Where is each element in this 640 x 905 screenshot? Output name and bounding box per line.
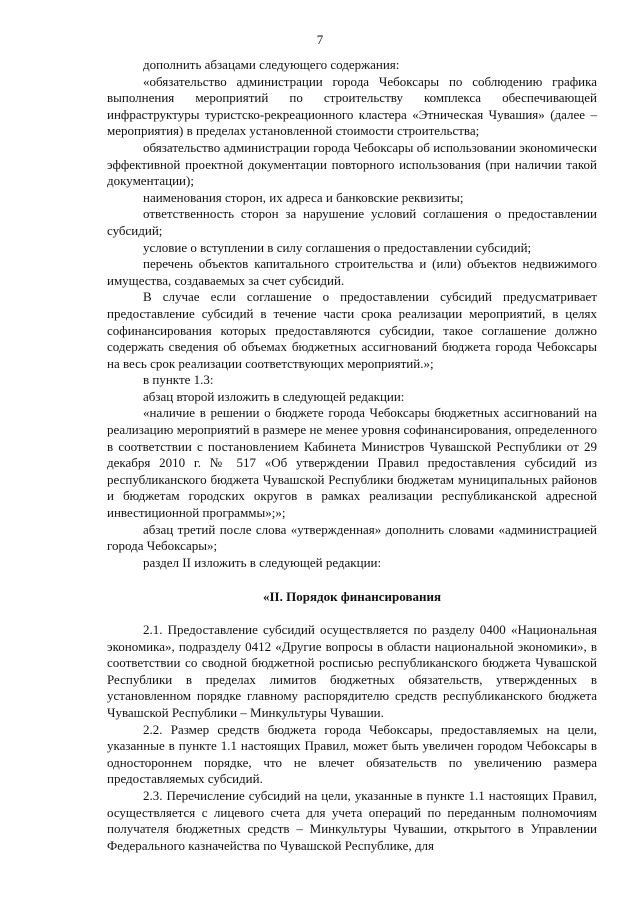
page-number: 7	[316, 32, 324, 47]
paragraph: ответственность сторон за нарушение условий соглашения о предоставлении субсидий;	[107, 206, 597, 238]
section-heading: «II. Порядок финансирования	[263, 589, 441, 605]
paragraph: 2.1. Предоставление субсидий осуществляется по разделу 0400 «Национальная экономика», подразделу 0412 «Другие вопросы в области национальной экономики», в соответствии со сводной бюджетной росписью республиканского бюджета Чувашской Республики в пределах лимитов бюджетных обязательств, утвержденных в установленном порядке главному распорядителю средств республиканского бюджета Чувашской Республики – Минкультуры Чувашии.	[107, 622, 597, 720]
paragraph: абзац третий после слова «утвержденная» дополнить словами «администрацией города Чебоксары»;	[107, 521, 597, 554]
paragraph: раздел II изложить в следующей редакции:	[143, 554, 382, 570]
paragraph: 2.3. Перечисление субсидий на цели, указанные в пункте 1.1 настоящих Правил, осуществляется с лицевого счета для учета операций по переданным полномочиям получателя бюджетных средств – Минкультуры Чувашии, открытого в Управлении Федерального казначейства по Чувашской Республике, для	[107, 787, 597, 853]
paragraph: дополнить абзацами следующего содержания:	[143, 57, 400, 72]
document-body	[107, 57, 597, 854]
paragraph: условие о вступлении в силу соглашения о предоставлении субсидий;	[143, 239, 532, 255]
paragraph: 2.2. Размер средств бюджета города Чебоксары, предоставляемых на цели, указанные в пункте 1.1 настоящих Правил, может быть увеличен городом Чебоксары в одностороннем порядке, что не влечет обязательств по увеличению размера предоставляемых субсидий.	[107, 721, 597, 787]
paragraph: перечень объектов капитального строительства и (или) объектов недвижимого имущества, создаваемых за счет субсидий.	[107, 256, 597, 288]
paragraph: «наличие в решении о бюджете города Чебоксары бюджетных ассигнований на реализацию мероприятий в размере не менее уровня софинансирования, определенного в соответствии с постановлением Кабинета Министров Чувашской Республики от 29 декабря 2010 г. № 517 «Об утверждении Правил предоставления субсидий из республиканского бюджета Чувашской Республики бюджетам муниципальных районов и бюджетам городских округов в рамках реализации республиканской адресной инвестиционной программы»;»;	[107, 405, 597, 521]
paragraph: В случае если соглашение о предоставлении субсидий предусматривает предоставление субсидий в течение части срока реализации мероприятий, в целях софинансирования которых предоставляются субсидии, такое соглашение должно содержать сведения об объемах бюджетных ассигнований бюджета города Чебоксары на весь срок реализации соответствующих мероприятий.»;	[107, 289, 597, 371]
paragraph: в пункте 1.3:	[143, 372, 214, 388]
paragraph: обязательство администрации города Чебоксары об использовании экономически эффективной проектной документации повторного использования (при наличии такой документации);	[107, 139, 597, 189]
paragraph: абзац второй изложить в следующей редакции:	[143, 388, 405, 404]
paragraph: «обязательство администрации города Чебоксары по соблюдению графика выполнения мероприятий по строительству комплекса обеспечивающей инфраструктуры туристско-рекреационного кластера «Этническая Чувашия» (далее – мероприятия) в пределах установленной стоимости строительства;	[107, 73, 597, 139]
paragraph: наименования сторон, их адреса и банковские реквизиты;	[143, 189, 464, 205]
